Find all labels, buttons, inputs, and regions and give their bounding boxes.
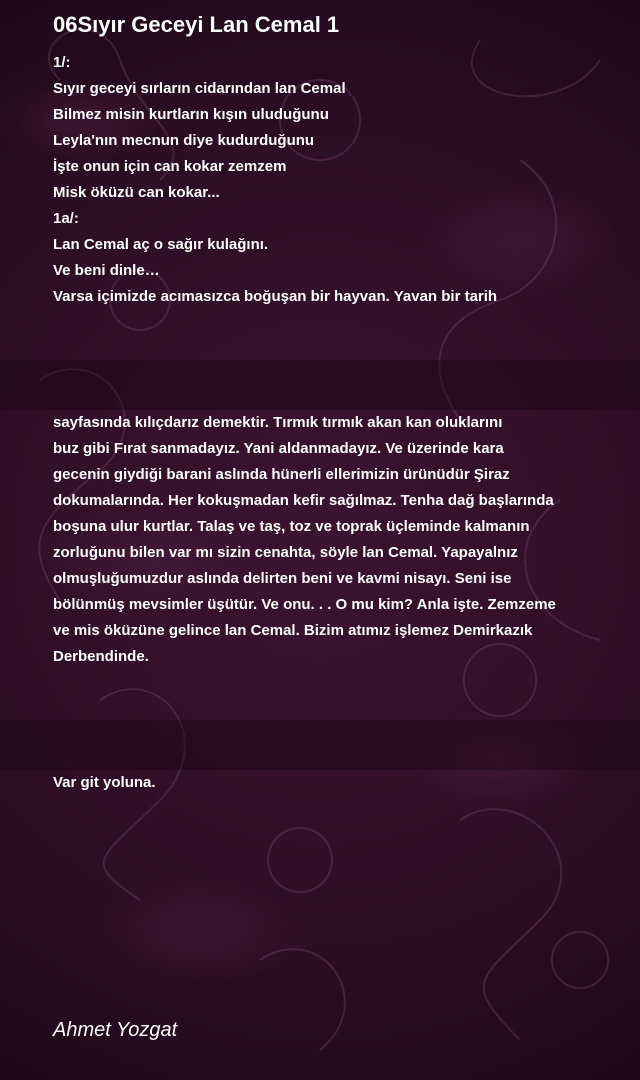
poem-line: Varsa içimizde acımasızca boğuşan bir hayvan. Yavan bir tarih xyxy=(53,288,498,305)
background-band xyxy=(0,720,640,770)
poem-line: gecenin giydiği barani aslında hünerli ellerimizin ürünüdür Şiraz xyxy=(53,466,510,483)
poem-line: buz gibi Fırat sanmadayız. Yani aldanmadayız. Ve üzerinde kara xyxy=(53,440,504,457)
author-name: Ahmet Yozgat xyxy=(53,1019,178,1041)
stanza-3 xyxy=(53,770,156,796)
stanza-2 xyxy=(53,410,556,670)
poem-title: 06Sıyır Geceyi Lan Cemal 1 xyxy=(53,12,340,37)
poem-line: 1a/: xyxy=(53,210,79,227)
poem-line: Var git yoluna. xyxy=(53,774,156,791)
poem-line: sayfasında kılıçdarız demektir. Tırmık tırmık akan kan oluklarını xyxy=(53,414,503,431)
poem-line: zorluğunu bilen var mı sizin cenahta, söyle lan Cemal. Yapayalnız xyxy=(53,544,518,561)
poem-line: İşte onun için can kokar zemzem xyxy=(53,158,287,175)
poem-line: Leyla'nın mecnun diye kudurduğunu xyxy=(53,132,315,149)
poem-line: Sıyır geceyi sırların cidarından lan Cemal xyxy=(53,80,346,97)
poem-line: olmuşluğumuzdur aslında delirten beni ve kavmi nisayı. Seni ise xyxy=(53,570,512,587)
poem-line: Ve beni dinle… xyxy=(53,262,160,279)
poem-line: Lan Cemal aç o sağır kulağını. xyxy=(53,236,269,253)
poem-line: Derbendinde. xyxy=(53,648,149,665)
poem-line: dokumalarında. Her kokuşmadan kefir sağılmaz. Tenha dağ başlarında xyxy=(53,492,554,509)
poem-line: 1/: xyxy=(53,54,71,71)
poem-line: bölünmüş mevsimler üşütür. Ve onu. . . O mu kim? Anla işte. Zemzeme xyxy=(53,596,556,613)
poem-line: Bilmez misin kurtların kışın uluduğunu xyxy=(53,106,329,123)
poem-line: boşuna ulur kurtlar. Talaş ve taş, toz ve toprak üçleminde kalmanın xyxy=(53,518,530,535)
background-band xyxy=(0,360,640,410)
stanza-1 xyxy=(53,50,497,310)
poem-line: ve mis öküzüne gelince lan Cemal. Bizim atımız işlemez Demirkazık xyxy=(53,622,533,639)
poem-line: Misk öküzü can kokar... xyxy=(53,184,220,201)
